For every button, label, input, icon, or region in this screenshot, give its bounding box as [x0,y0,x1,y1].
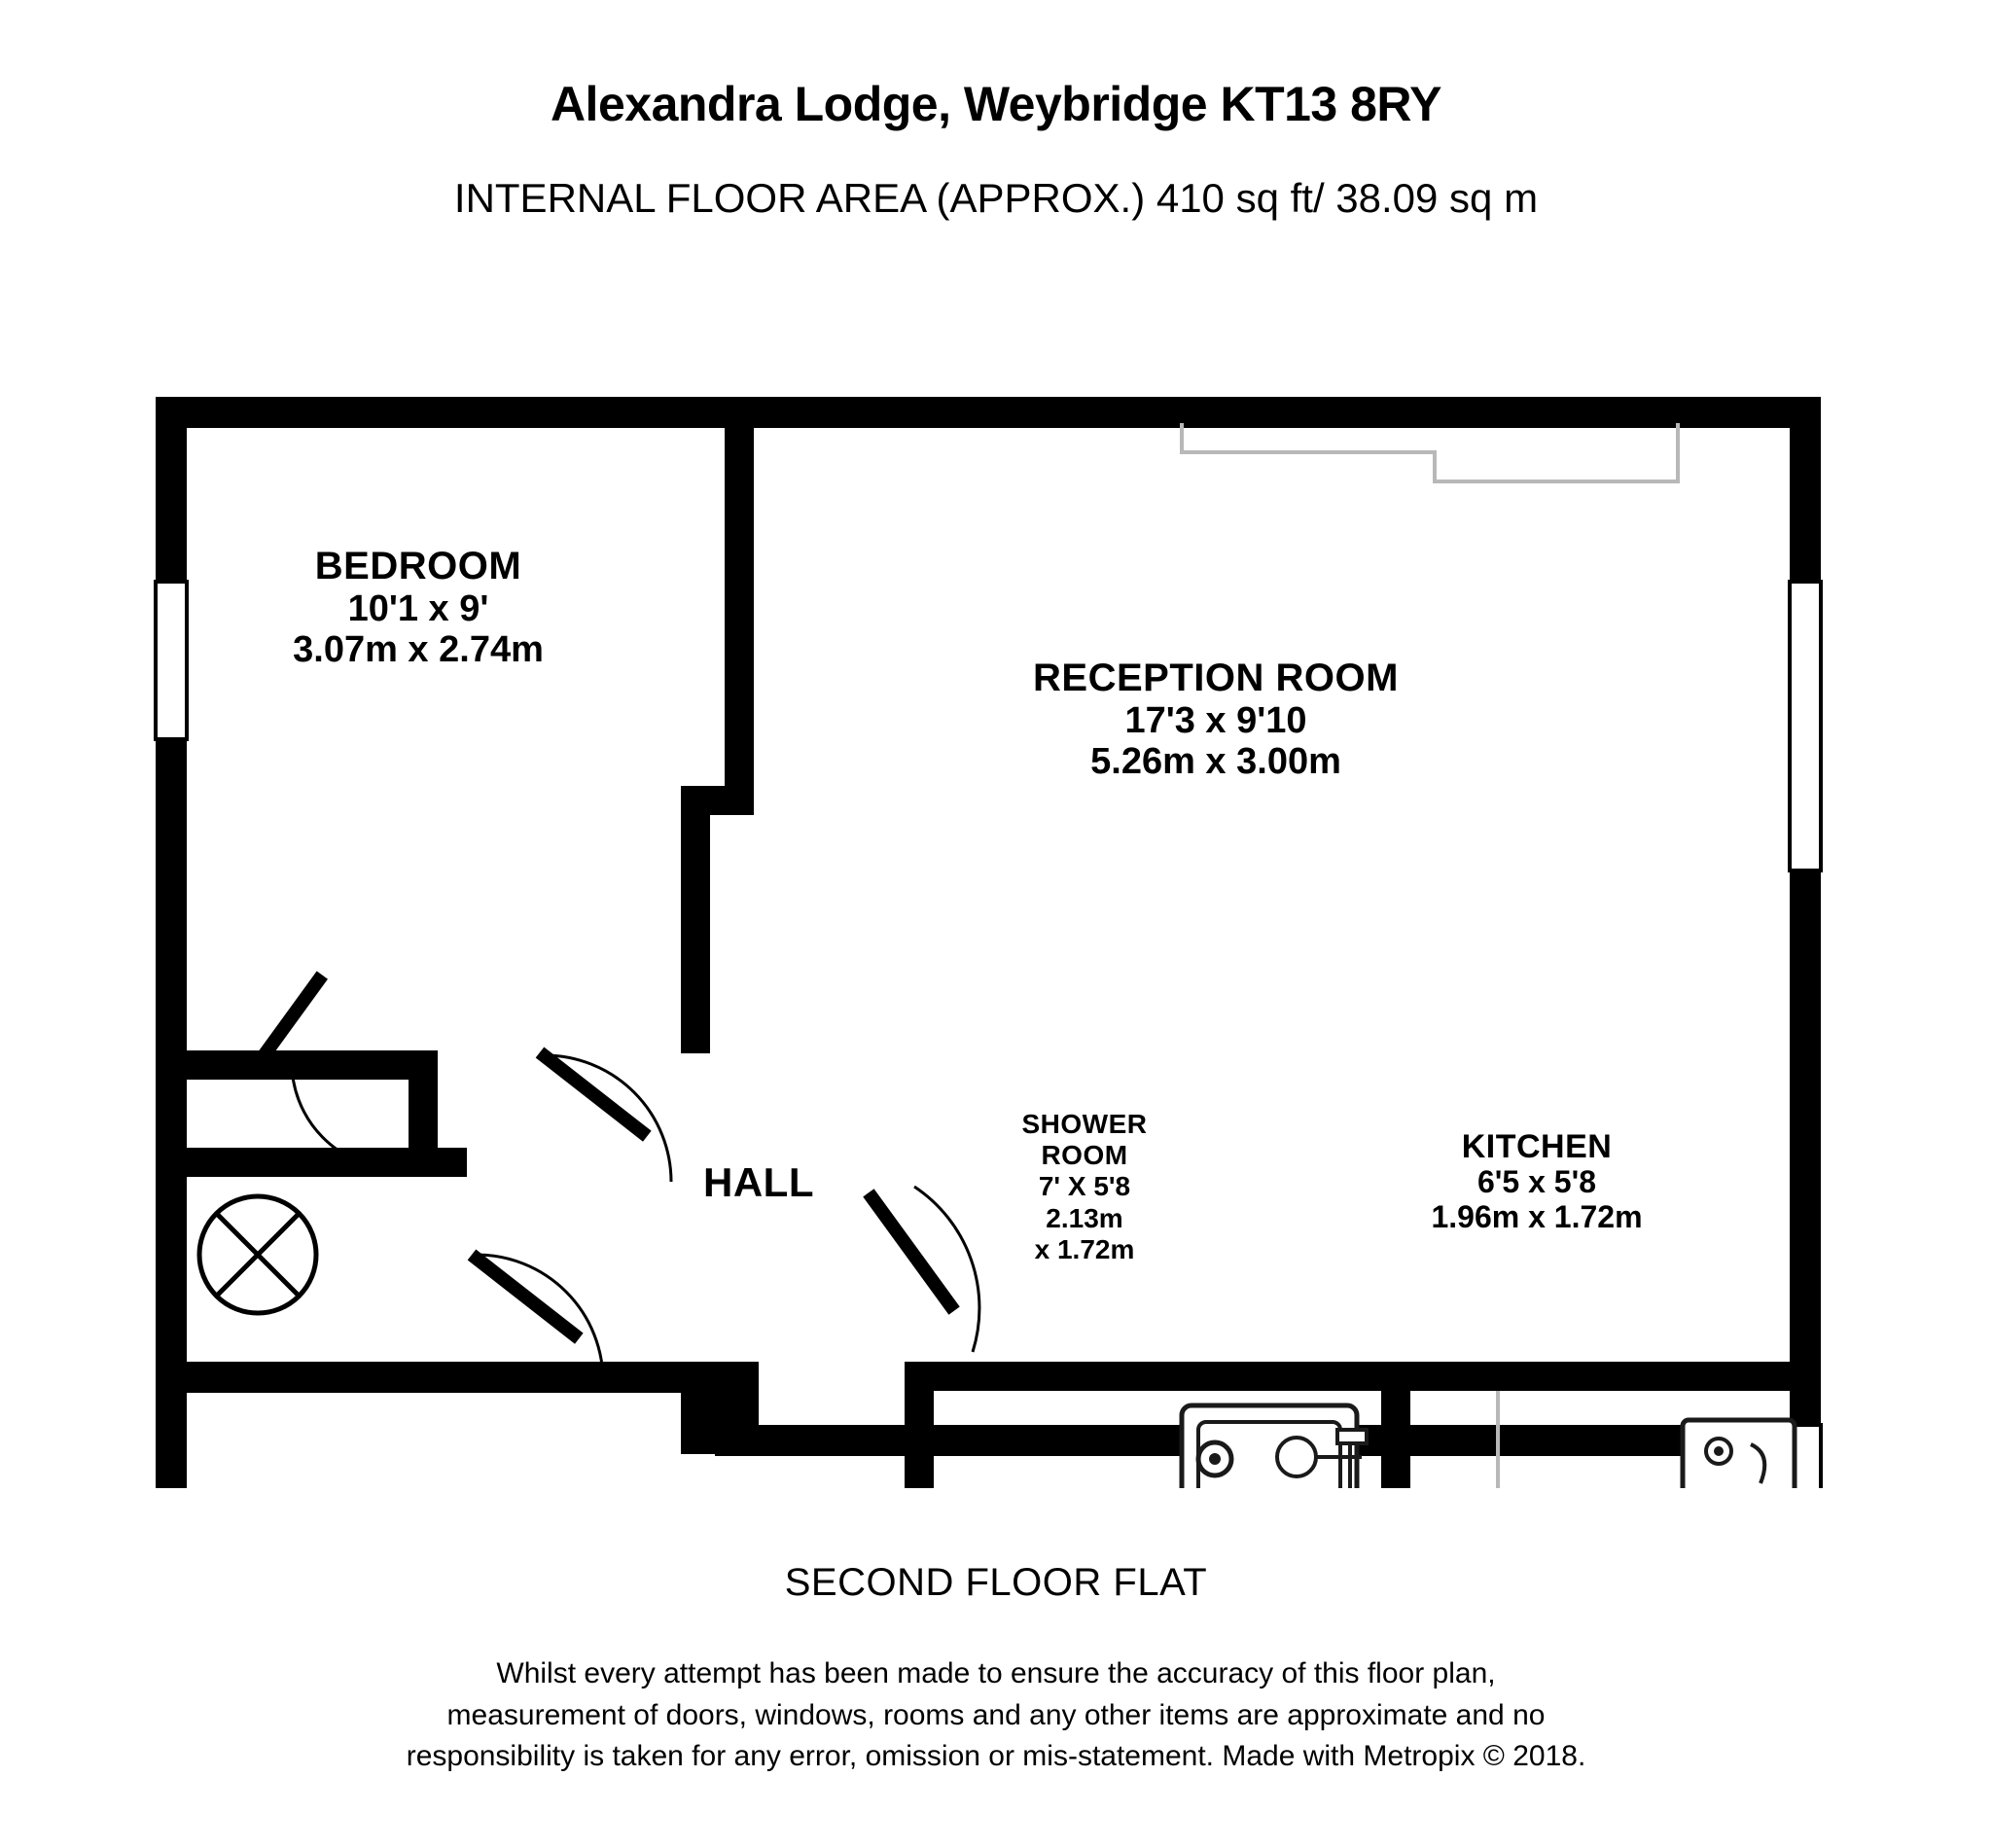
shower-name-line1: SHOWER [1021,1109,1148,1139]
floor-caption: SECOND FLOOR FLAT [784,1561,1208,1604]
kitchen-name: KITCHEN [1461,1128,1613,1165]
hall-name: HALL [703,1159,814,1205]
page-title: Alexandra Lodge, Weybridge KT13 8RY [550,77,1442,131]
reception-name: RECEPTION ROOM [1033,657,1399,699]
reception-metric: 5.26m x 3.00m [1090,741,1341,783]
room-label-bedroom [195,545,642,671]
bedroom-name: BEDROOM [314,545,522,587]
disclaimer [0,1653,1992,1778]
door-entry [468,1249,603,1381]
disclaimer-line-2: measurement of doors, windows, rooms and any other items are approximate and no [446,1698,1546,1731]
ceiling-fan-icon [199,1196,316,1313]
kitchen-sink-icon [1683,1420,1795,1488]
room-label-hall [622,1159,895,1205]
room-label-kitchen [1381,1128,1692,1235]
reception-bulkhead-outline [1182,423,1678,481]
basin-icon [1198,1442,1231,1475]
disclaimer-line-1: Whilst every attempt has been made to ensure the accuracy of this floor plan, [496,1657,1496,1689]
shower-metric-line2: x 1.72m [1034,1233,1135,1264]
door-shower-room [863,1187,979,1352]
shower-imperial: 7' X 5'8 [1038,1171,1131,1202]
room-label-shower [978,1109,1192,1265]
kitchen-imperial: 6'5 x 5'8 [1477,1164,1596,1200]
window-right [1790,582,1821,871]
disclaimer-line-3: responsibility is taken for any error, omission or mis-statement. Made with Metropix © 2018. [406,1740,1586,1773]
shower-metric-line1: 2.13m [1046,1202,1123,1233]
floor-area-subtitle: INTERNAL FLOOR AREA (APPROX.) 410 sq ft/ 38.09 sq m [453,175,1539,221]
shower-name-line2: ROOM [1041,1140,1128,1171]
room-label-reception [905,657,1527,783]
bedroom-imperial: 10'1 x 9' [347,587,489,629]
bedroom-metric: 3.07m x 2.74m [293,629,544,671]
window-left [156,582,187,739]
reception-imperial: 17'3 x 9'10 [1124,699,1307,741]
kitchen-metric: 1.96m x 1.72m [1431,1198,1643,1234]
